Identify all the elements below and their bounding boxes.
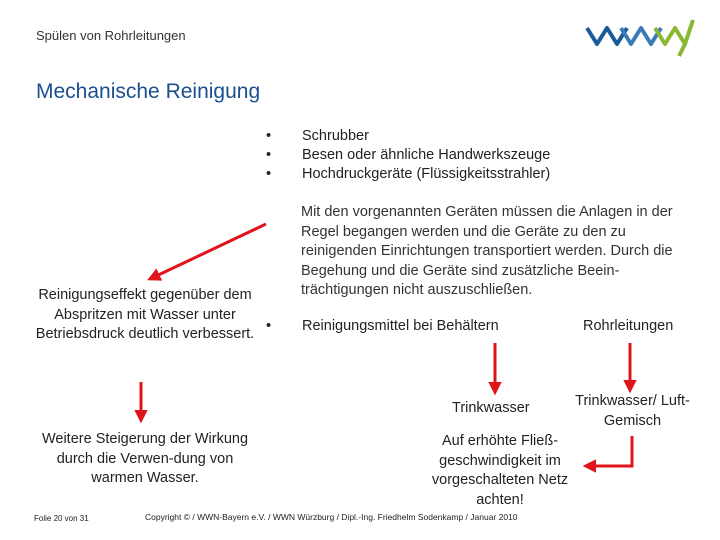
bullet-text: Schrubber [302,128,369,144]
copyright-text: Copyright © / WWN-Bayern e.V. / WWN Würzburg / Dipl.-Ing. Friedhelm Sodenkamp / Januar 2010 [145,512,518,522]
bullet-dot: • [266,147,272,163]
arrow-back-left [588,436,632,466]
bullet-dot: • [266,318,272,334]
arrow-to-effect [152,224,266,278]
header-title: Spülen von Rohrleitungen [36,28,186,43]
pipelines-label: Rohrleitungen [583,318,674,334]
bullet-text: Hochdruckgeräte (Flüssigkeitsstrahler) [302,166,551,182]
warm-water-text: Weitere Steigerung der Wirkung durch die Verwen-dung von warmen Wasser. [41,431,249,486]
bullet-text: Reinigungsmittel bei Behältern [302,318,499,334]
bullet-text: Besen oder ähnliche Handwerkszeuge [302,147,551,163]
flow-speed-note: Auf erhöhte Fließ-geschwindigkeit im vorgeschalteten Netz achten! [431,433,569,508]
bullet-dot: • [266,128,272,144]
description-paragraph: Mit den vorgenannten Geräten müssen die Anlagen in der Regel begangen werden und die Geräte zu den zu reinigenden Einrichtungen transportiert werden. Durch die Begehung und die Geräte sind zusätzliche Beein-trächtigungen nicht auszuschließen. [301,204,673,298]
cleaning-effect-text: Reinigungseffekt gegenüber dem Abspritzen mit Wasser unter Betriebsdruck deutlich verbessert. [35,287,255,342]
page-number: Folie 20 von 31 [34,514,89,523]
drinking-water-label: Trinkwasser [452,400,530,416]
bullet-dot: • [266,166,272,182]
water-air-mix-label: Trinkwasser/ Luft-Gemisch [575,393,690,429]
slide-title: Mechanische Reinigung [36,80,261,103]
